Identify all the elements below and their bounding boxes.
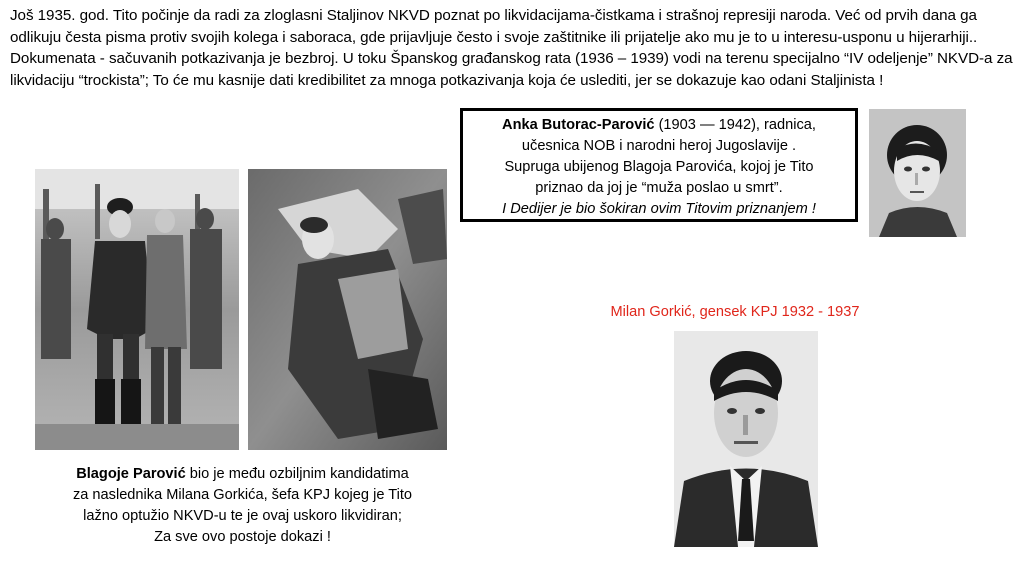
blagoje-line1-rest: bio je među ozbiljnim kandidatima [185,466,409,482]
anka-dates: (1903 — 1942), radnica, [654,117,816,133]
anka-caption-line-3: Supruga ubijenog Blagoja Parovića, kojoj je Tito [504,159,814,175]
anka-caption-line-5: I Dedijer je bio šokiran ovim Titovim priznanjem ! [502,201,816,217]
milan-caption: Milan Gorkić, gensek KPJ 1932 - 1937 [610,304,860,320]
anka-caption-line-1 [463,115,855,136]
blagoje-caption-line-4: Za sve ovo postoje dokazi ! [154,529,331,545]
photo-milan-gorkic-portrait [674,331,818,547]
photo-group-in-uniform [35,169,239,450]
anka-caption-box [460,108,858,222]
photo-milan-graphic [674,331,818,547]
photo-lying-graphic [248,169,447,450]
intro-paragraph: Još 1935. god. Tito počinje da radi za zloglasni Staljinov NKVD poznat po likvidacijama-čistkama i strašnoj represiji naroda. Već od prvih dana ga odlikuju česta pisma protiv svojih kolega i saboraca, gde prijavljuje često i svoje zaštitnike ili prijatelje ako mu je to u interesu-usponu u hijerarhiji.. Dokumenata - sačuvanih potkazivanja je bezbroj. U toku Španskog građanskog rata (1936 – 1939) vodi na terenu specijalno “IV odeljenje” NKVD-a za likvidaciju “trockista”; To će mu kasnije dati kredibilitet za mnoga potkazivanja koja će uslediti, jer se dokazuje kao odani Staljinista ! [10,7,1013,89]
photo-anka-portrait [869,109,966,237]
anka-caption-line-4: priznao da joj je “muža poslao u smrt”. [535,180,783,196]
blagoje-caption-line-1 [30,464,455,485]
blagoje-caption [30,464,455,548]
blagoje-caption-line-2: za naslednika Milana Gorkića, šefa KPJ kojeg je Tito [72,487,413,503]
photo-group-graphic [35,169,239,450]
anka-name: Anka Butorac-Parović [502,117,655,133]
photo-man-lying-down [248,169,447,450]
anka-caption-line-2: učesnica NOB i narodni heroj Jugoslavije . [521,138,797,154]
blagoje-caption-line-3: lažno optužio NKVD-u te je ovaj uskoro likvidiran; [83,508,402,524]
blagoje-name: Blagoje Parović [76,466,186,482]
photo-anka-graphic [869,109,966,237]
